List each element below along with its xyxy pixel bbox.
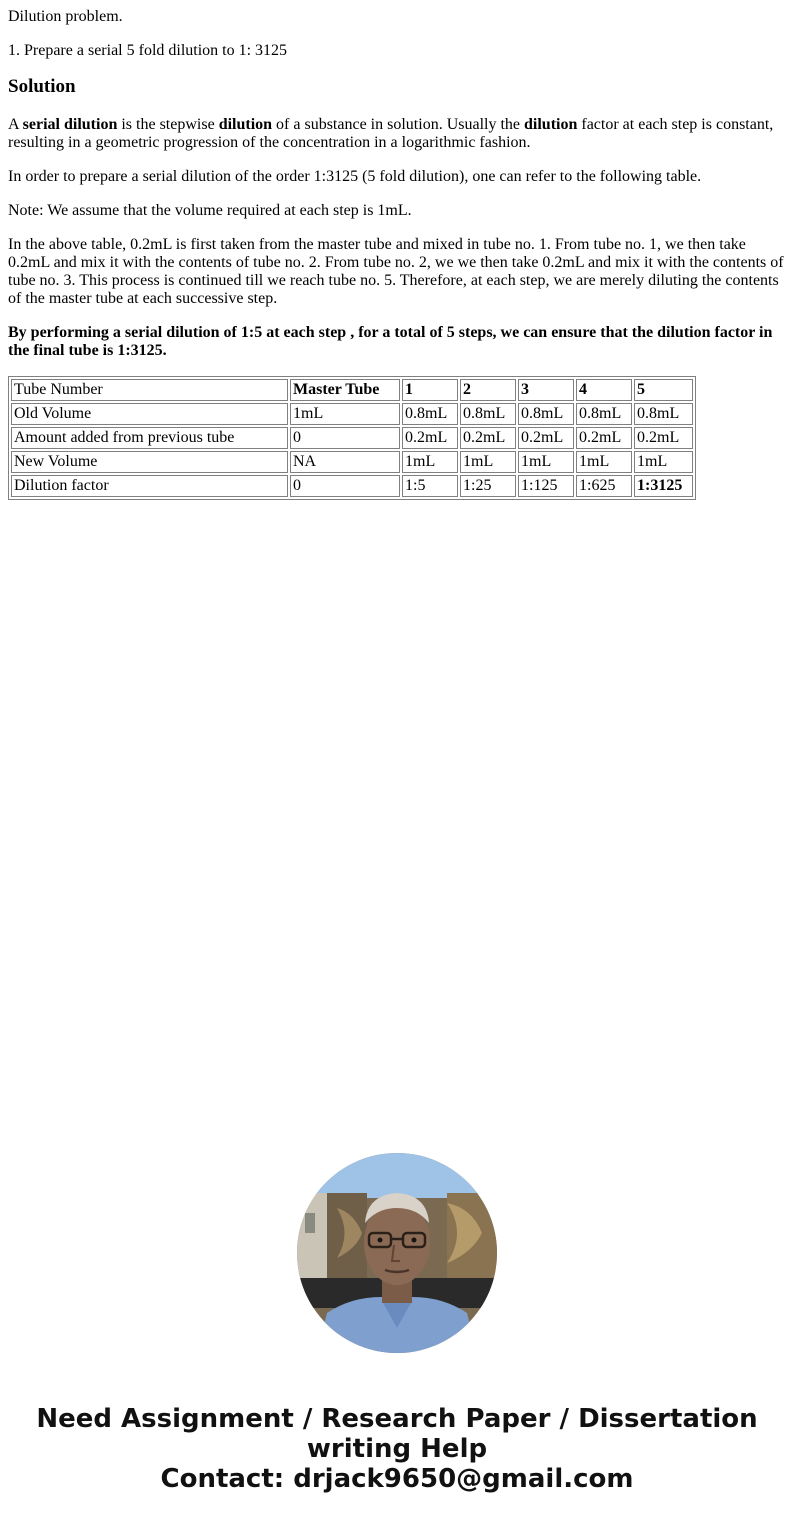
author-avatar: [297, 1153, 497, 1353]
explanation-paragraph: In the above table, 0.2mL is first taken from the master tube and mixed in tube no. 1. From tube no. 1, we then take 0.2mL and mix it with the contents of tube no. 2. From tube no. 2, we we then take 0.2mL and mix it with the contents of tube no. 3. This process is continued till we reach tube no. 5. Therefore, at each step, we are merely diluting the contents of the master tube at each successive step.: [8, 236, 784, 307]
table-cell: Tube Number: [11, 379, 288, 401]
table-cell: 0.8mL: [634, 403, 693, 425]
table-cell: 1: [402, 379, 458, 401]
term-dilution: dilution: [218, 116, 273, 133]
table-cell: 1mL: [634, 451, 693, 473]
table-cell: 1:625: [576, 475, 632, 497]
table-cell: 0.8mL: [402, 403, 458, 425]
table-cell: Amount added from previous tube: [11, 427, 288, 449]
table-cell: Old Volume: [11, 403, 288, 425]
promo-line-1: Need Assignment / Research Paper / Dissertation: [36, 1404, 758, 1434]
table-cell: 5: [634, 379, 693, 401]
term-dilution-factor: dilution: [524, 116, 578, 133]
table-header-row: [11, 379, 693, 401]
document-body: [8, 8, 786, 500]
table-cell: 0.2mL: [518, 427, 574, 449]
table-cell: 0.8mL: [518, 403, 574, 425]
promo-line-2: writing Help: [306, 1434, 488, 1464]
table-cell: 1mL: [518, 451, 574, 473]
dilution-table: [8, 376, 696, 500]
table-cell: 0.8mL: [460, 403, 516, 425]
table-cell: 4: [576, 379, 632, 401]
table-cell: 0: [290, 427, 400, 449]
table-cell: 1:3125: [634, 475, 693, 497]
note-paragraph: Note: We assume that the volume required at each step is 1mL.: [8, 202, 412, 219]
table-cell: NA: [290, 451, 400, 473]
table-row: [11, 475, 693, 497]
table-cell: 1:5: [402, 475, 458, 497]
table-row: [11, 427, 693, 449]
table-cell: 0.2mL: [634, 427, 693, 449]
table-cell: 1mL: [402, 451, 458, 473]
table-cell: 1mL: [576, 451, 632, 473]
table-cell: 1:25: [460, 475, 516, 497]
conclusion-paragraph: By performing a serial dilution of 1:5 at each step , for a total of 5 steps, we can ensure that the dilution factor in the final tube is 1:3125.: [8, 324, 773, 359]
question-text: 1. Prepare a serial 5 fold dilution to 1: 3125: [8, 42, 288, 59]
promo-banner: [0, 1404, 794, 1494]
table-cell: 1mL: [460, 451, 516, 473]
table-cell: 0.2mL: [402, 427, 458, 449]
table-cell: 1mL: [290, 403, 400, 425]
term-serial-dilution: serial dilution: [22, 116, 118, 133]
table-cell: Dilution factor: [11, 475, 288, 497]
table-cell: 0.2mL: [460, 427, 516, 449]
table-cell: New Volume: [11, 451, 288, 473]
solution-heading: Solution: [8, 76, 76, 97]
table-cell: 0: [290, 475, 400, 497]
table-row: [11, 403, 693, 425]
table-intro-paragraph: In order to prepare a serial dilution of the order 1:3125 (5 fold dilution), one can refer to the following table.: [8, 168, 702, 185]
table-cell: 0.8mL: [576, 403, 632, 425]
table-cell: 2: [460, 379, 516, 401]
table-cell: 0.2mL: [576, 427, 632, 449]
intro-text: Dilution problem.: [8, 8, 123, 25]
table-cell: Master Tube: [290, 379, 400, 401]
promo-contact: Contact: drjack9650@gmail.com: [160, 1464, 634, 1494]
table-cell: 3: [518, 379, 574, 401]
table-row: [11, 451, 693, 473]
person-portrait-icon: [297, 1153, 497, 1353]
definition-paragraph: A serial dilution is the stepwise dilution of a substance in solution. Usually the dilution factor at each step is constant, resulting in a geometric progression of the concentration in a logarithmic fashion.: [8, 116, 774, 151]
table-cell: 1:125: [518, 475, 574, 497]
